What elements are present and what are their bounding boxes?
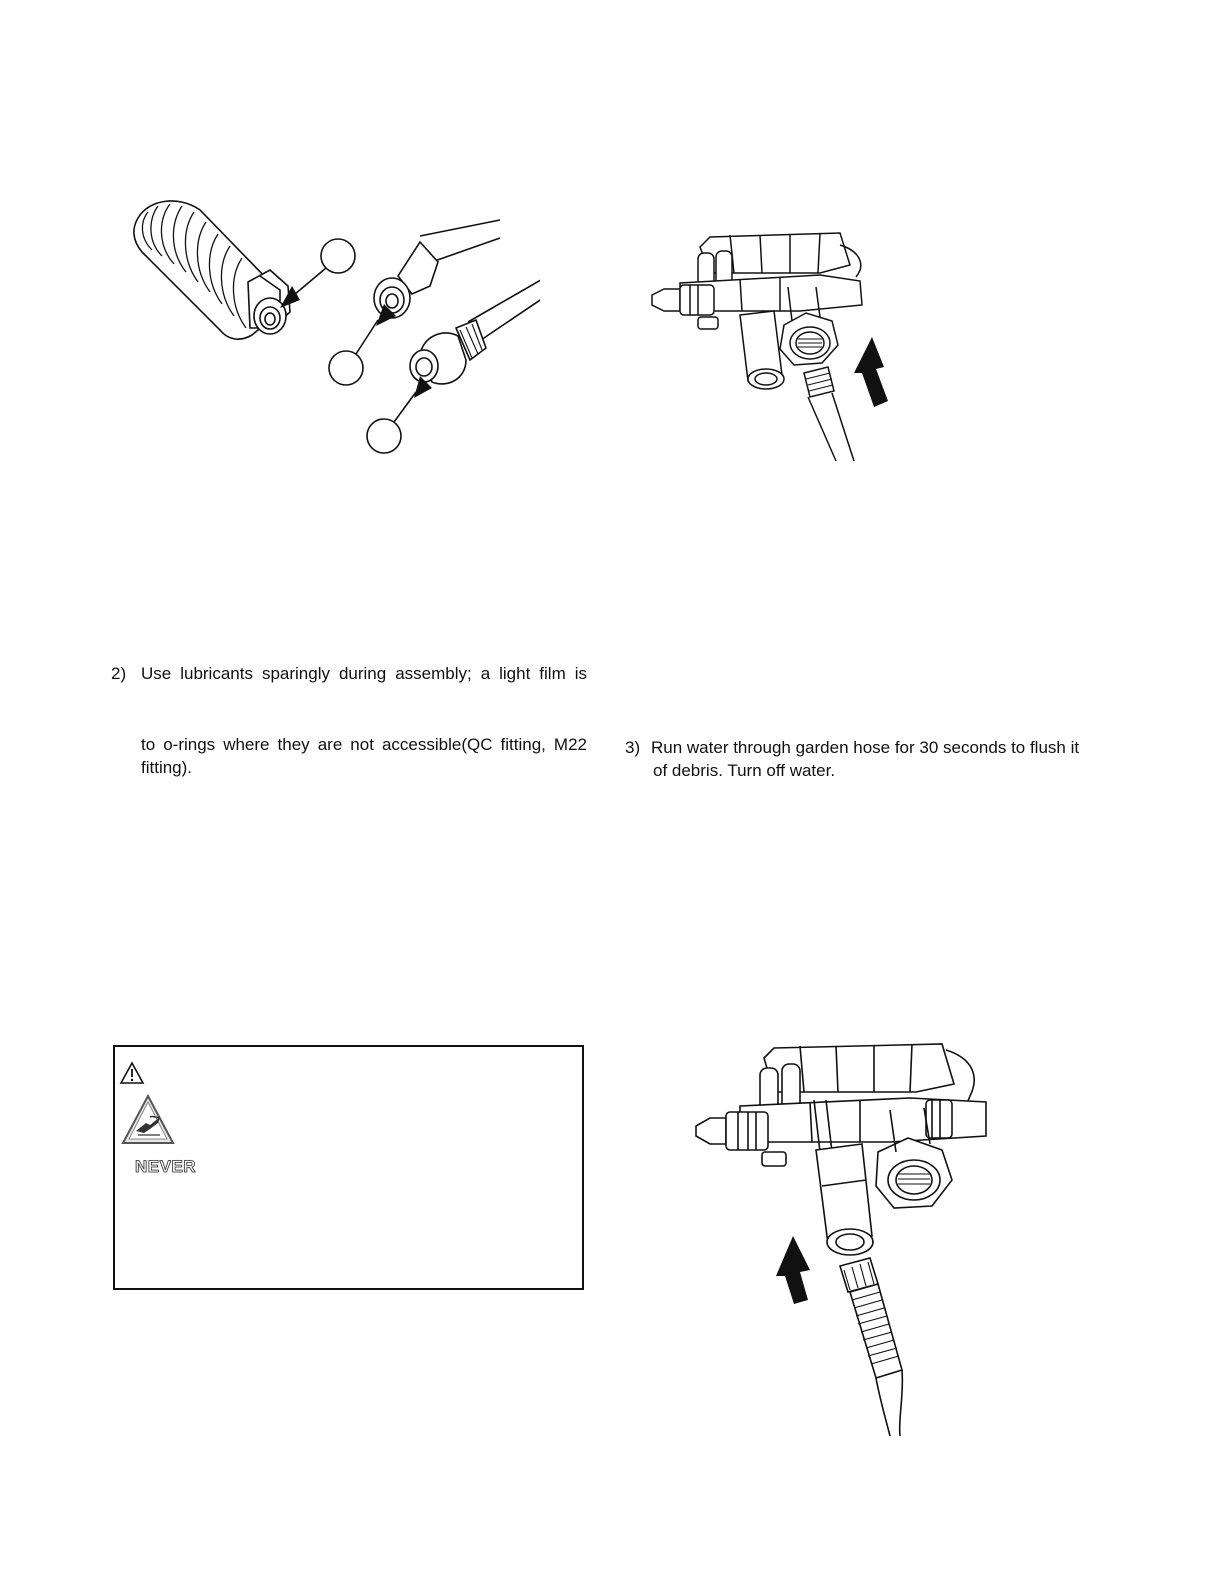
step-2-line-2: to o-rings where they are not accessible(QC fitting, M22 [141, 735, 587, 754]
garden-hose-inlet-diagram [640, 225, 910, 465]
high-pressure-hose-outlet-diagram [690, 1040, 1000, 1440]
warning-never-label: NEVER [135, 1157, 197, 1176]
step-2-number: 2) [111, 664, 127, 683]
step-3-number: 3) [625, 738, 641, 757]
o-ring-locations-diagram [120, 190, 540, 465]
warning-triangle-icon [119, 1061, 145, 1090]
high-pressure-injection-icon [120, 1093, 176, 1152]
step-3-line-2: of debris. Turn off water. [653, 761, 836, 780]
warning-box [113, 1045, 584, 1290]
step-2-line-1: Use lubricants sparingly during assembly; a light film is [141, 664, 587, 683]
step-3-line-1: Run water through garden hose for 30 seconds to flush it [651, 738, 1080, 757]
step-2-line-3: fitting). [141, 758, 193, 777]
